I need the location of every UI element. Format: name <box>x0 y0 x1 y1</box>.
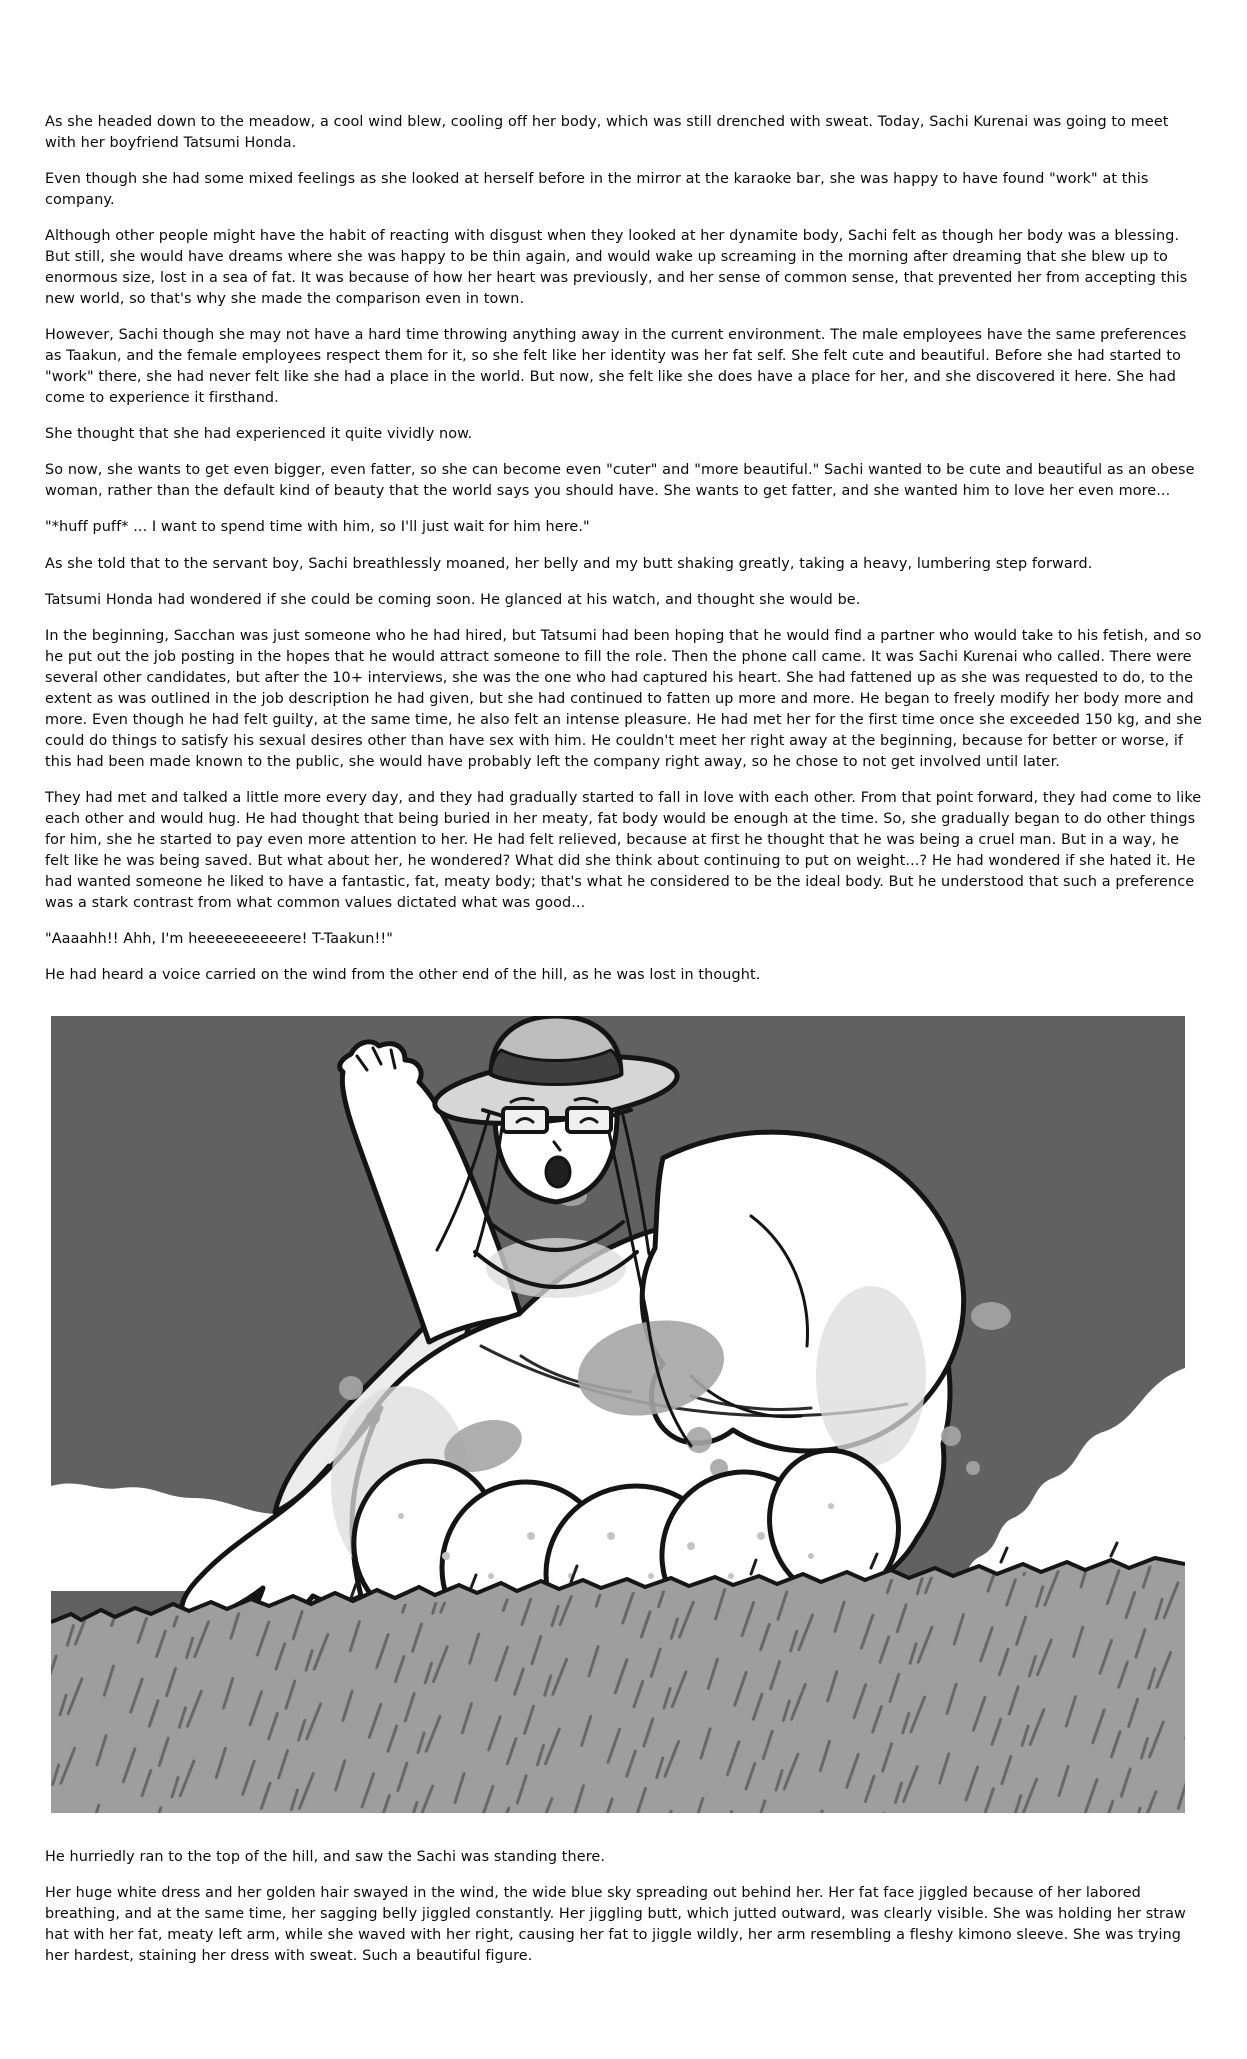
story-text-top <box>45 112 1202 986</box>
open-mouth <box>546 1157 570 1187</box>
paragraph: Although other people might have the habit of reacting with disgust when they looked at her dynamite body, Sachi felt as though her body was a blessing. But still, she would have dreams where she was happy to be thin again, and would wake up screaming in the morning after dreaming that she blew up to enormous size, lost in a sea of fat. It was because of how her heart was previously, and her sense of common sense, that prevented her from accepting this new world, so that's why she made the comparison even in town. <box>45 228 1188 308</box>
hillside-illustration <box>51 1016 1185 1813</box>
story-text-bottom <box>45 1847 1202 1967</box>
paragraph: As she told that to the servant boy, Sachi breathlessly moaned, her belly and my butt shaking greatly, taking a heavy, lumbering step forward. <box>45 555 1093 572</box>
paragraph: Her huge white dress and her golden hair swayed in the wind, the wide blue sky spreading out behind her. Her fat face jiggled because of her labored breathing, and at the same time, her sagging belly jiggled constantly. Her jiggling butt, which jutted outward, was clearly visible. She was holding her straw hat with her fat, meaty left arm, while she waved with her right, causing her fat to jiggle wildly, her arm resembling a fleshy kimono sleeve. She was trying her hardest, staining her dress with sweat. Such a beautiful figure. <box>45 1885 1186 1965</box>
paragraph: Even though she had some mixed feelings as she looked at herself before in the mirror at the karaoke bar, she was happy to have found "work" at this company. <box>45 171 1149 209</box>
paragraph: In the beginning, Sacchan was just someone who he had hired, but Tatsumi had been hoping that he would find a partner who would take to his fetish, and so he put out the job posting in the hopes that he would attract someone to fill the role. Then the phone call came. It was Sachi Kurenai who called. There were several other candidates, but after the 10+ interviews, she was the one who had captured his heart. She had fattened up as she was requested to do, to the extent as was outlined in the job description he had given, but she had continued to fatten up more and more. He began to freely modify her body more and more. Even though he had felt guilty, at the same time, he also felt an intense pleasure. He had met her for the first time once she exceeded 150 kg, and she could do things to satisfy his sexual desires other than have sex with him. He couldn't meet her right away at the beginning, because for better or worse, if this had been made known to the public, she would have probably left the company right away, so he chose to not get involved until later. <box>45 627 1202 770</box>
paragraph: "*huff puff* ... I want to spend time with him, so I'll just wait for him here." <box>45 519 590 536</box>
paragraph: So now, she wants to get even bigger, even fatter, so she can become even "cuter" and "more beautiful." Sachi wanted to be cute and beautiful as an obese woman, rather than the default kind of beauty that the world says you should have. She wants to get fatter, and she wanted him to love her even more... <box>45 462 1195 500</box>
paragraph: She thought that she had experienced it quite vividly now. <box>45 426 473 443</box>
paragraph: As she headed down to the meadow, a cool wind blew, cooling off her body, which was still drenched with sweat. Today, Sachi Kurenai was going to meet with her boyfriend Tatsumi Honda. <box>45 114 1169 152</box>
paragraph: He had heard a voice carried on the wind from the other end of the hill, as he was lost in thought. <box>45 967 761 983</box>
paragraph: He hurriedly ran to the top of the hill, and saw the Sachi was standing there. <box>45 1849 606 1866</box>
paragraph: They had met and talked a little more every day, and they had gradually started to fall in love with each other. From that point forward, they had come to like each other and would hug. He had thought that being buried in her meaty, fat body would be enough at the time. So, she gradually began to do other things for him, she he started to pay even more attention to her. He had felt relieved, because at first he thought that he was being a cruel man. But in a way, he felt like he was being saved. But what about her, he wondered? What did she think about continuing to put on weight...? He had wondered if she hated it. He had wanted someone he liked to have a fantastic, fat, meaty body; that's what he considered to be the ideal body. But he understood that such a preference was a stark contrast from what common values dictated what was good... <box>45 789 1202 911</box>
paragraph: Tatsumi Honda had wondered if she could be coming soon. He glanced at his watch, and thought she would be. <box>45 591 861 608</box>
paragraph: "Aaaahh!! Ahh, I'm heeeeeeeeeere! T-Taakun!!" <box>45 930 393 947</box>
paragraph: However, Sachi though she may not have a hard time throwing anything away in the current environment. The male employees have the same preferences as Taakun, and the female employees respect them for it, so she felt like her identity was her fat self. She felt cute and beautiful. Before she had started to "work" there, she had never felt like she had a place in the world. But now, she felt like she does have a place for her, and she discovered it here. She had come to experience it firsthand. <box>45 327 1187 407</box>
